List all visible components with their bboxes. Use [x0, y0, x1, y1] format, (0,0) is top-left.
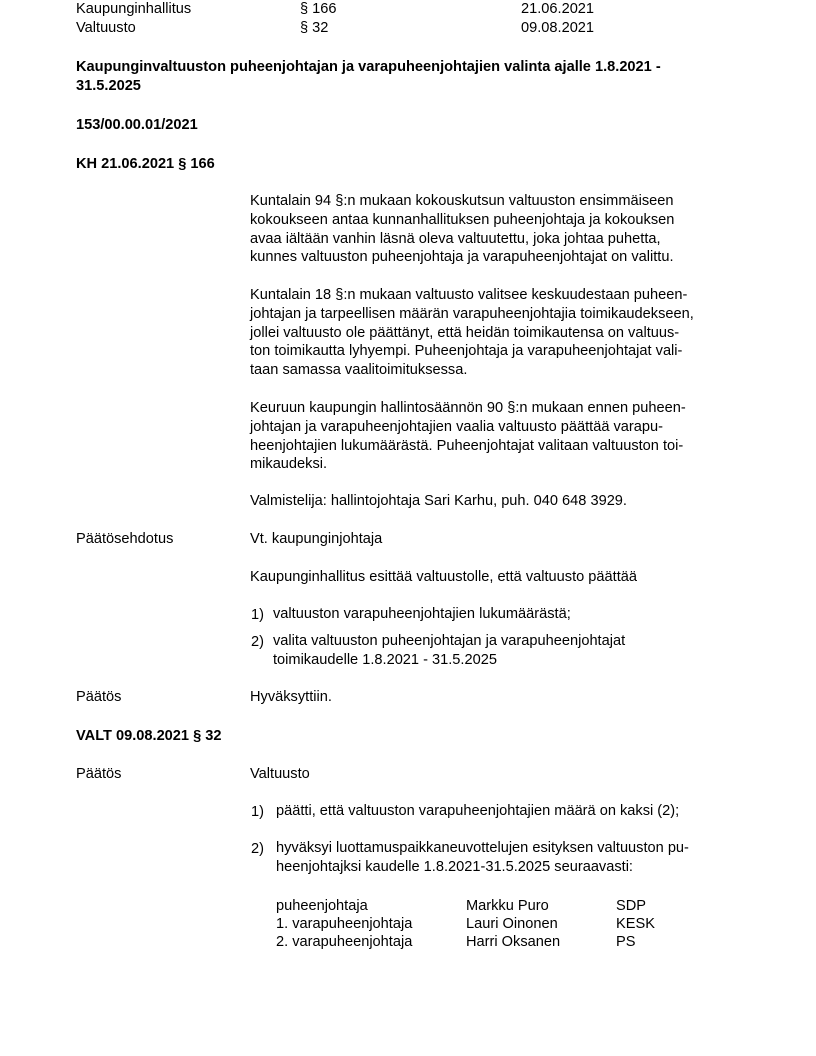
paragraph-line: Kuntalain 94 §:n mukaan kokouskutsun valtuuston ensimmäiseen: [250, 193, 674, 209]
item-number: 1): [251, 607, 264, 623]
elected-name: Harri Oksanen: [466, 934, 561, 950]
paragraph-line: kunnes valtuuston puheenjohtaja ja varapuheenjohtajat on valittu.: [250, 249, 674, 266]
proposal-label: Päätösehdotus: [76, 531, 174, 547]
paragraph-line: kokoukseen antaa kunnanhallituksen puheenjohtaja ja kokouksen: [250, 211, 675, 228]
item-line: valita valtuuston puheenjohtajan ja varapuheenjohtajat: [273, 633, 626, 649]
paragraph-line: avaa iältään vanhin läsnä oleva valtuutettu, joka johtaa puhetta,: [250, 230, 661, 247]
item-number: 1): [251, 804, 264, 820]
decision-text: Hyväksyttiin.: [250, 689, 332, 705]
paragraph-line: taan samassa vaalitoimituksessa.: [250, 362, 468, 379]
paragraph-line: johtajan ja varapuheenjohtajien vaalia valtuusto päättää varapu-: [250, 418, 663, 435]
paragraph-line: johtajan ja tarpeellisen määrän varapuheenjohtajia toimikaudekseen,: [250, 305, 694, 322]
history-section: § 32: [300, 20, 329, 36]
item-line: valtuuston varapuheenjohtajien lukumäärästä;: [273, 606, 571, 622]
elected-party: PS: [616, 934, 636, 950]
paragraph-line: Kuntalain 18 §:n mukaan valtuusto valitsee keskuudestaan puheen-: [250, 287, 688, 303]
item-line: hyväksyi luottamuspaikkaneuvottelujen esityksen valtuuston pu-: [276, 840, 689, 856]
elected-role: 2. varapuheenjohtaja: [276, 934, 413, 950]
paragraph-line: jollei valtuusto ole päättänyt, että heidän toimikautensa on valtuus-: [250, 324, 680, 341]
kh-paragraph: [250, 492, 742, 511]
valt-heading: VALT 09.08.2021 § 32: [76, 728, 222, 744]
history-body: Kaupunginhallitus: [76, 1, 192, 17]
item-line: päätti, että valtuuston varapuheenjohtajien määrä on kaksi (2);: [276, 803, 680, 819]
kh-paragraph: [250, 399, 742, 474]
decision-body: Valtuusto: [250, 766, 310, 782]
preparer-line: Valmistelija: hallintojohtaja Sari Karhu, puh. 040 648 3929.: [250, 493, 627, 509]
proposal-intro: Kaupunginhallitus esittää valtuustolle, että valtuusto päättää: [250, 569, 637, 585]
elected-name: Lauri Oinonen: [466, 916, 558, 932]
elected-party: SDP: [616, 898, 647, 914]
title-line: Kaupunginvaltuuston puheenjohtajan ja varapuheenjohtajien valinta ajalle 1.8.2021 -: [76, 59, 661, 75]
elected-name: Markku Puro: [466, 898, 549, 914]
elected-role: 1. varapuheenjohtaja: [276, 916, 413, 932]
history-body: Valtuusto: [76, 20, 136, 36]
decision-label: Päätös: [76, 766, 122, 782]
paragraph-line: ton toimikautta lyhyempi. Puheenjohtaja ja varapuheenjohtajat vali-: [250, 343, 683, 360]
history-date: 09.08.2021: [521, 20, 595, 36]
paragraph-line: Keuruun kaupungin hallintosäännön 90 §:n mukaan ennen puheen-: [250, 400, 686, 416]
item-line: heenjohtajksi kaudelle 1.8.2021-31.5.2025 seuraavasti:: [276, 858, 633, 875]
kh-paragraph: [250, 192, 742, 267]
paragraph-line: heenjohtajien lukumäärästä. Puheenjohtajat valitaan valtuuston toi-: [250, 437, 684, 454]
elected-role: puheenjohtaja: [276, 898, 368, 914]
decision-label: Päätös: [76, 689, 122, 705]
paragraph-line: mikaudeksi.: [250, 456, 328, 473]
kh-heading: KH 21.06.2021 § 166: [76, 156, 215, 172]
title-line: 31.5.2025: [76, 78, 141, 94]
history-section: § 166: [300, 1, 337, 17]
proposal-proposer: Vt. kaupunginjohtaja: [250, 531, 383, 547]
item-number: 2): [251, 841, 264, 857]
diary-number: 153/00.00.01/2021: [76, 117, 198, 133]
elected-party: KESK: [616, 916, 655, 932]
kh-paragraph: [250, 286, 742, 380]
history-date: 21.06.2021: [521, 1, 595, 17]
item-line: toimikaudelle 1.8.2021 - 31.5.2025: [273, 651, 497, 668]
item-number: 2): [251, 634, 264, 650]
